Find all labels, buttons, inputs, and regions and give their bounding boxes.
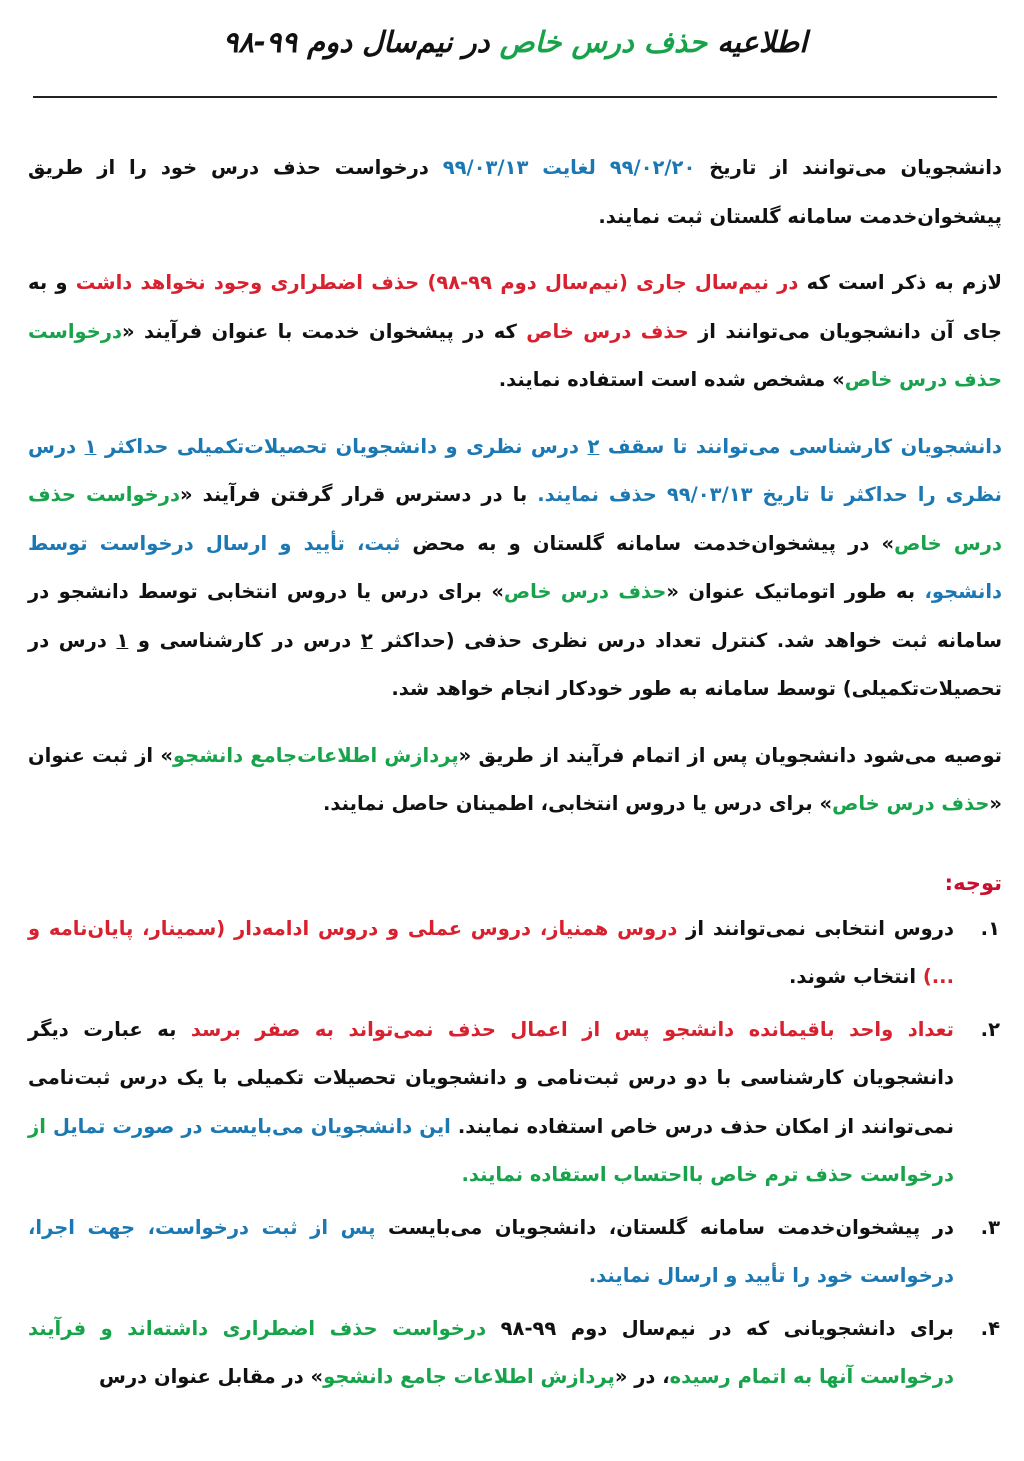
process-name: درخواست حذف درس خاص [28,483,1002,555]
item-number: ۱. [980,916,1000,940]
text-segment-highlight: این دانشجویان می‌بایست در صورت تمایل [52,1114,451,1138]
text-segment: درخواست حذف درس خود را از طریق پیشخوان‌خدمت سامانه گلستان ثبت نمایند. [28,156,1002,228]
note-heading: توجه: [944,870,1002,895]
term-drop-request: از درخواست حذف ترم خاص بااحتساب استفاده نمایند. [28,1114,954,1186]
title-part-3: در نیم‌سال دوم ۹۹-۹۸ [222,25,500,59]
text-segment: » در مقابل عنوان درس [99,1365,324,1388]
undergrad-limit: ۲ [587,434,600,458]
excluded-courses: دروس همنیاز، دروس عملی و دروس ادامه‌دار (سمینار، پایان‌نامه و ...) [28,916,954,988]
text-segment: دروس انتخابی نمی‌توانند از [677,916,954,940]
text-segment: که در پیشخوان خدمت با عنوان فرآیند « [122,319,527,343]
text-segment: » از ثبت عنوان « [28,743,1002,815]
list-item [28,905,1002,1002]
emergency-request-note: درخواست حذف اضطراری داشته‌اند و فرآیند درخواست آنها به اتمام رسیده [28,1316,954,1388]
special-drop-term: حذف درس خاص [526,319,689,343]
text-segment: برای دانشجویانی که در نیم‌سال دوم ۹۹-۹۸ [486,1316,954,1340]
text-segment: » برای درس یا دروس انتخابی توسط دانشجو در سامانه ثبت خواهد شد. کنترل تعداد درس نظری حذفی (حداکثر [28,580,1002,652]
title-divider [33,96,997,98]
title-highlight: حذف درس خاص [499,25,708,59]
item-number: ۲. [980,1017,1000,1041]
text-segment: » مشخص شده است استفاده نمایند. [498,368,845,391]
paragraph-dates [28,144,1002,241]
text-segment: ، در « [614,1365,670,1388]
text-segment: به طور اتوماتیک عنوان « [666,580,925,603]
text-segment: دانشجویان می‌توانند از تاریخ [695,156,1002,179]
text-segment: درس نظری و دانشجویان تحصیلات‌تکمیلی حداکثر [96,434,588,458]
text-segment: درس در کارشناسی و [128,628,361,652]
grad-limit: ۱ [116,628,129,652]
text-segment: به عبارت دیگر دانشجویان کارشناسی با دو درس ثبت‌نامی و دانشجویان تحصیلات تکمیلی با یک درس ثبت‌نامی نمی‌توانند از امکان حذف درس خاص استفاده نمایند. [28,1017,954,1138]
submit-steps: ثبت، تأیید و ارسال درخواست توسط دانشجو، [28,531,1003,603]
list-item [28,1305,1002,1402]
text-segment: انتخاب شوند. [788,965,923,988]
list-item [28,1204,1002,1301]
process-name: درخواست حذف درس خاص [28,319,1002,391]
text-segment: درس نظری را حداکثر تا تاریخ ۹۹/۰۳/۱۳ حذف نمایند. [28,434,1003,506]
text-segment: در پیشخوان‌خدمت سامانه گلستان، دانشجویان می‌بایست [375,1215,954,1239]
process-name: پردازش اطلاعات‌جامع دانشجو [172,743,459,767]
paragraph-no-emergency-drop [28,259,1002,405]
page-title [28,0,1002,62]
special-drop-term: حذف درس خاص [503,580,667,603]
process-name: پردازش اطلاعات جامع دانشجو [323,1365,615,1388]
grad-limit: ۱ [84,434,97,458]
emergency-drop-warning: در نیم‌سال جاری (نیم‌سال دوم ۹۹-۹۸) حذف اضطراری وجود نخواهد داشت [75,271,799,294]
text-segment: دانشجویان کارشناسی می‌توانند تا سقف [599,434,1003,458]
list-item [28,1006,1002,1200]
paragraph-limits [28,423,1002,714]
notes-list [28,905,1002,1402]
item-number: ۳. [980,1215,1000,1239]
text-segment: » برای درس یا دروس انتخابی، اطمینان حاصل نمایند. [323,792,833,815]
text-segment: درس در تحصیلات‌تکمیلی) توسط سامانه به طور خودکار انجام خواهد شد. [28,628,1002,700]
paragraph-recommendation [28,732,1002,829]
text-segment: توصیه می‌شود دانشجویان پس از اتمام فرآیند از طریق « [458,743,1002,767]
text-segment: لازم به ذکر است که [798,271,1002,294]
date-range: ۹۹/۰۲/۲۰ لغایت ۹۹/۰۳/۱۳ [442,156,696,179]
text-segment: » در پیشخوان‌خدمت سامانه گلستان و به محض [400,531,895,555]
undergrad-limit: ۲ [360,628,373,652]
text-segment: با در دسترس قرار گرفتن فرآیند « [179,483,538,506]
title-part-1: اطلاعیه [707,25,808,59]
special-drop-term: حذف درس خاص [832,792,990,815]
submit-steps: پس از ثبت درخواست، جهت اجرا، درخواست خود را تأیید و ارسال نمایند. [28,1215,954,1287]
zero-units-warning: تعداد واحد باقیمانده دانشجو پس از اعمال حذف نمی‌تواند به صفر برسد [190,1017,954,1041]
text-segment: و به جای آن دانشجویان می‌توانند از [28,271,1002,343]
item-number: ۴. [980,1316,1000,1340]
